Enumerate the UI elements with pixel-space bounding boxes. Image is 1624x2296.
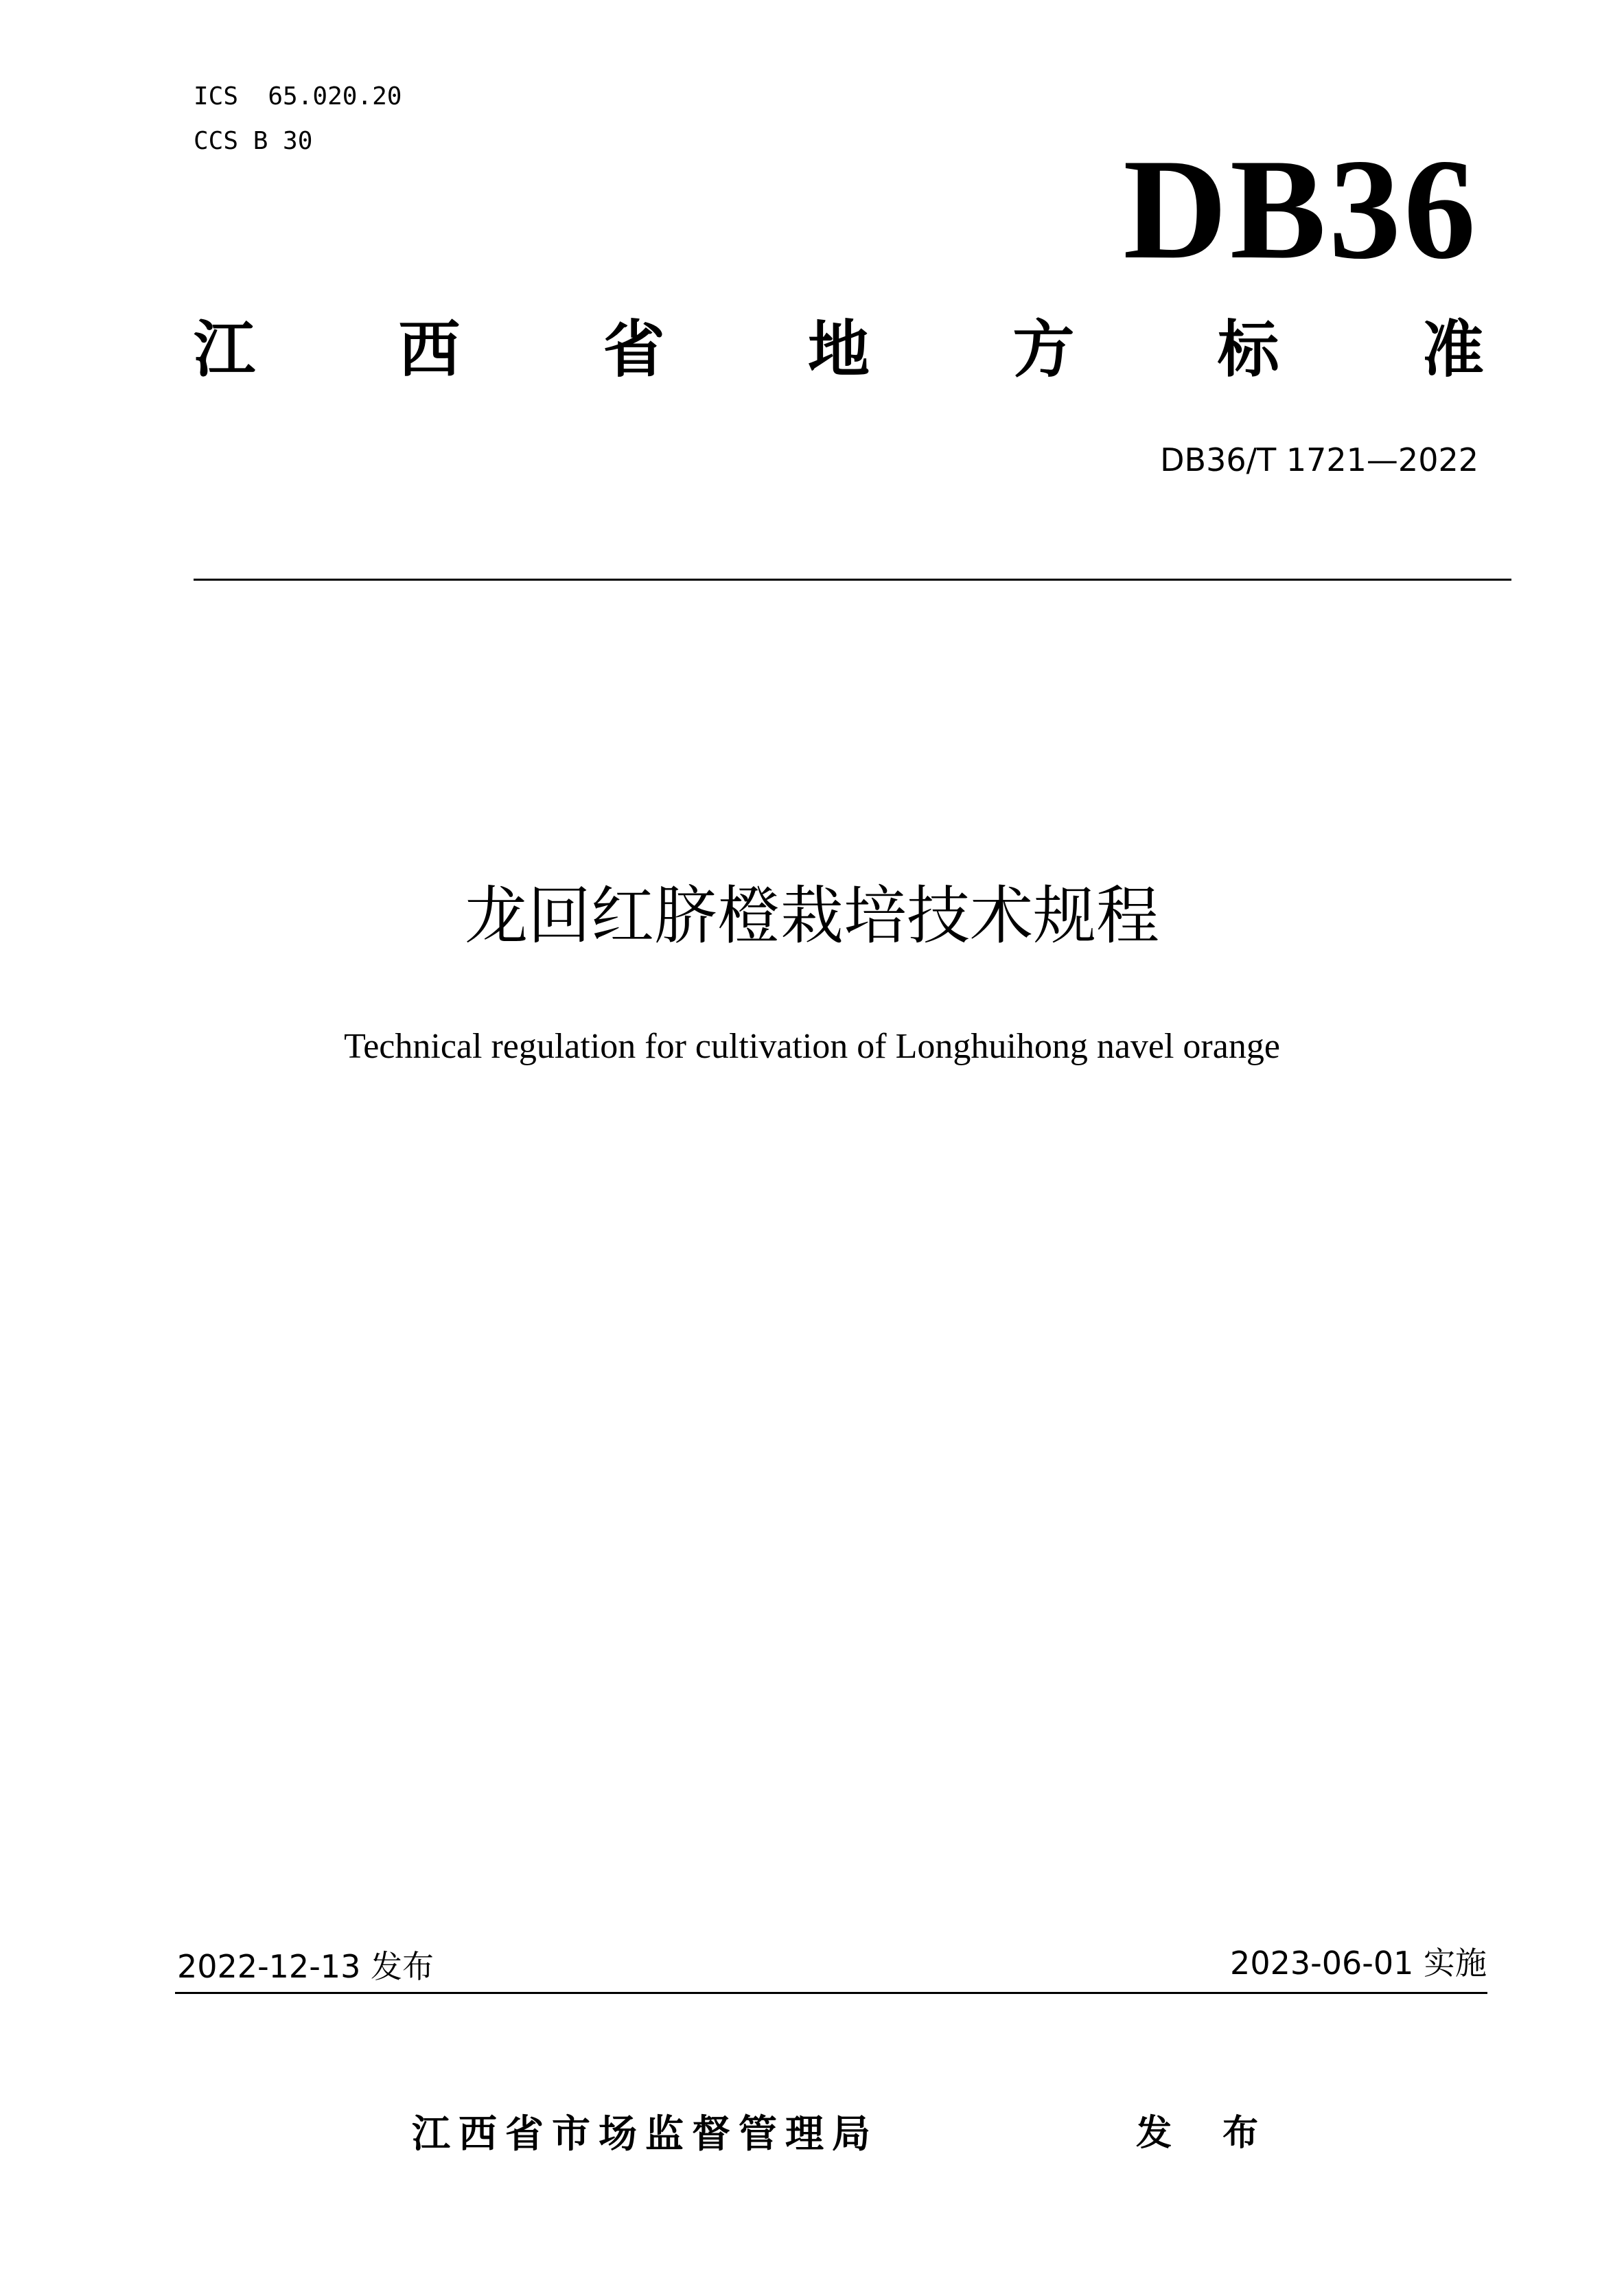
standard-type-char: 地 — [807, 314, 870, 386]
implementation-date: 2023-06-01 实施 — [1230, 1945, 1487, 1982]
standard-number: DB36/T 1721—2022 — [1160, 441, 1478, 478]
publish-label: 发 布 — [1136, 2113, 1278, 2154]
standard-type-char: 标 — [1217, 314, 1279, 386]
standard-type — [194, 312, 1484, 388]
document-title-english: Technical regulation for cultivation of Longhuihong navel orange — [344, 1027, 1280, 1066]
standard-type-char: 江 — [194, 314, 255, 386]
standard-mark: DB36 — [1123, 130, 1478, 289]
standard-type-char: 方 — [1012, 314, 1075, 386]
document-title-chinese: 龙回红脐橙栽培技术规程 — [464, 879, 1159, 953]
publisher-name: 江西省市场监督管理局 — [412, 2112, 879, 2157]
issue-date: 2022-12-13 发布 — [177, 1948, 434, 1985]
ccs-code: CCS B 30 — [194, 127, 313, 155]
standard-type-char: 准 — [1422, 314, 1484, 386]
header-divider — [194, 579, 1511, 581]
footer-divider — [175, 1992, 1487, 1994]
ics-code: ICS 65.020.20 — [194, 82, 402, 111]
standard-type-char: 省 — [603, 314, 665, 386]
standard-type-char: 西 — [398, 314, 461, 386]
